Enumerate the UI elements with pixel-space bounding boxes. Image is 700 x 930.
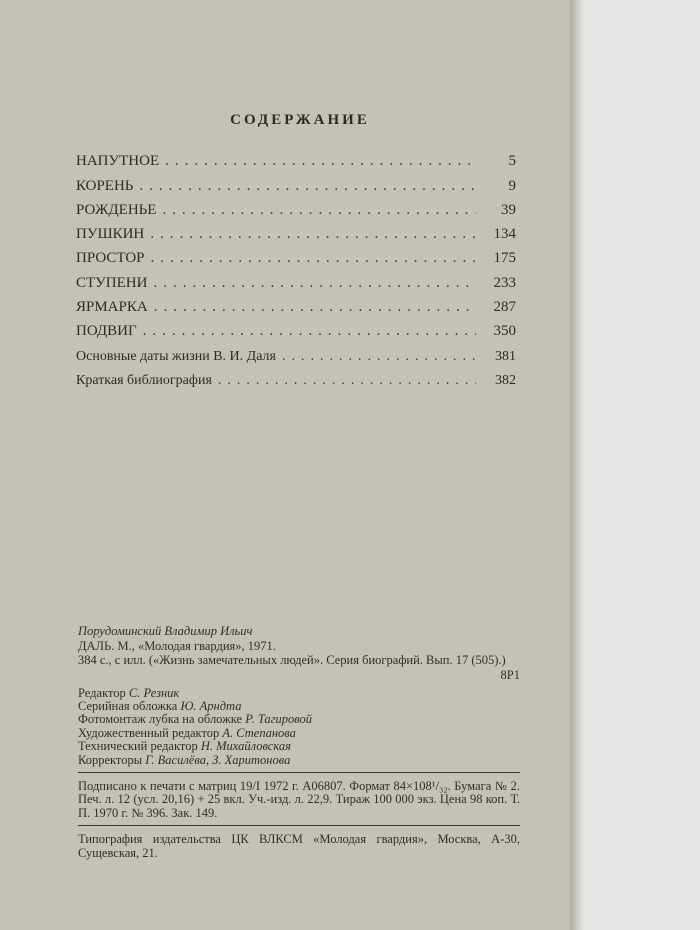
credit-name: Г. Василёва, З. Харитонова <box>145 752 291 767</box>
print-info-text: Подписано к печати с матриц 19/I 1972 г. А06807. Формат 84×108¹/₃₂. Бумага № 2. Печ. л. 12 (усл. 20,16) + 25 вкл. Уч.-изд. л. 22,9. Тираж 100 000 экз. Цена 98 коп. Т. П. 1970 г. № 396. Зак. 149. <box>78 779 520 820</box>
credit-line <box>78 727 520 740</box>
toc-entry <box>76 195 516 219</box>
toc-entry <box>76 170 516 194</box>
toc-entry-page: 382 <box>495 372 516 388</box>
toc-leader-dots <box>212 373 476 389</box>
divider <box>78 772 520 773</box>
toc-entry-page: 134 <box>493 226 516 243</box>
page-edge-shadow <box>570 0 584 930</box>
printer-imprint: Типография издательства ЦК ВЛКСМ «Молодая гвардия», Москва, А-30, Сущевская, 21. <box>78 832 520 860</box>
credit-role: Корректоры <box>78 752 143 767</box>
toc-entry-page: 39 <box>501 201 516 218</box>
credit-line <box>78 687 520 700</box>
credit-name: Н. Михайловская <box>200 739 291 754</box>
toc-entry <box>76 292 516 316</box>
toc-entry <box>76 267 516 291</box>
credit-name: А. Степанова <box>222 725 296 740</box>
toc-leader-dots <box>137 323 476 340</box>
credit-line <box>78 700 520 713</box>
credit-role: Фотомонтаж лубка на обложке <box>78 712 243 727</box>
credit-role: Технический редактор <box>78 739 198 754</box>
toc-entry-page: 381 <box>495 348 516 364</box>
credit-name: Р. Тагировой <box>245 712 312 727</box>
divider <box>78 825 520 826</box>
index-code: 8Р1 <box>500 668 520 683</box>
toc-entry <box>76 146 516 170</box>
toc-entry-page: 175 <box>493 250 516 267</box>
credit-line <box>78 713 520 726</box>
toc-entry-page: 233 <box>493 274 516 291</box>
toc-entry <box>76 340 516 364</box>
toc-entry-label: РОЖДЕНЬЕ <box>76 201 157 218</box>
toc-entry-page: 5 <box>508 153 516 170</box>
toc-entry-label: ЯРМАРКА <box>76 299 148 316</box>
toc-leader-dots <box>147 275 476 292</box>
toc-entry-label: НАПУТНОЕ <box>76 153 160 170</box>
credit-role: Серийная обложка <box>78 699 178 714</box>
author-name: Порудоминский Владимир Ильич <box>78 624 253 638</box>
toc-entry-label: ПУШКИН <box>76 226 145 243</box>
table-of-contents <box>76 146 516 389</box>
credit-line <box>78 754 520 767</box>
toc-entry-page: 350 <box>493 323 516 340</box>
toc-entry-label: Основные даты жизни В. И. Даля <box>76 348 276 364</box>
credit-role: Художественный редактор <box>78 725 220 740</box>
toc-entry-page: 287 <box>493 299 516 316</box>
print-info <box>78 780 520 820</box>
toc-leader-dots <box>133 178 476 195</box>
toc-entry-label: ПРОСТОР <box>76 250 145 267</box>
credit-name: Ю. Арндта <box>180 699 242 714</box>
credit-line <box>78 740 520 753</box>
toc-entry-label: КОРЕНЬ <box>76 177 134 194</box>
biblio-description: 384 с., с илл. («Жизнь замечательных людей». Серия биографий. Вып. 17 (505).) <box>78 652 506 667</box>
toc-entry-label: Краткая библиография <box>76 372 212 388</box>
toc-entry <box>76 365 516 389</box>
toc-entry-page: 9 <box>508 177 516 194</box>
toc-leader-dots <box>156 202 476 219</box>
credit-role: Редактор <box>78 685 126 700</box>
toc-entry-label: СТУПЕНИ <box>76 274 148 291</box>
toc-entry <box>76 316 516 340</box>
facing-page <box>584 0 700 930</box>
toc-leader-dots <box>148 299 476 316</box>
toc-leader-dots <box>145 250 476 267</box>
toc-entry-label: ПОДВИГ <box>76 323 137 340</box>
biblio-line: ДАЛЬ. М., «Молодая гвардия», 1971. <box>78 639 276 654</box>
colophon <box>78 625 520 860</box>
toc-leader-dots <box>144 226 476 243</box>
toc-leader-dots <box>276 349 476 365</box>
toc-title: СОДЕРЖАНИЕ <box>230 112 370 128</box>
toc-leader-dots <box>159 153 476 170</box>
toc-entry <box>76 243 516 267</box>
credits-list <box>78 687 520 767</box>
toc-entry <box>76 219 516 243</box>
credit-name: С. Резник <box>128 685 180 700</box>
